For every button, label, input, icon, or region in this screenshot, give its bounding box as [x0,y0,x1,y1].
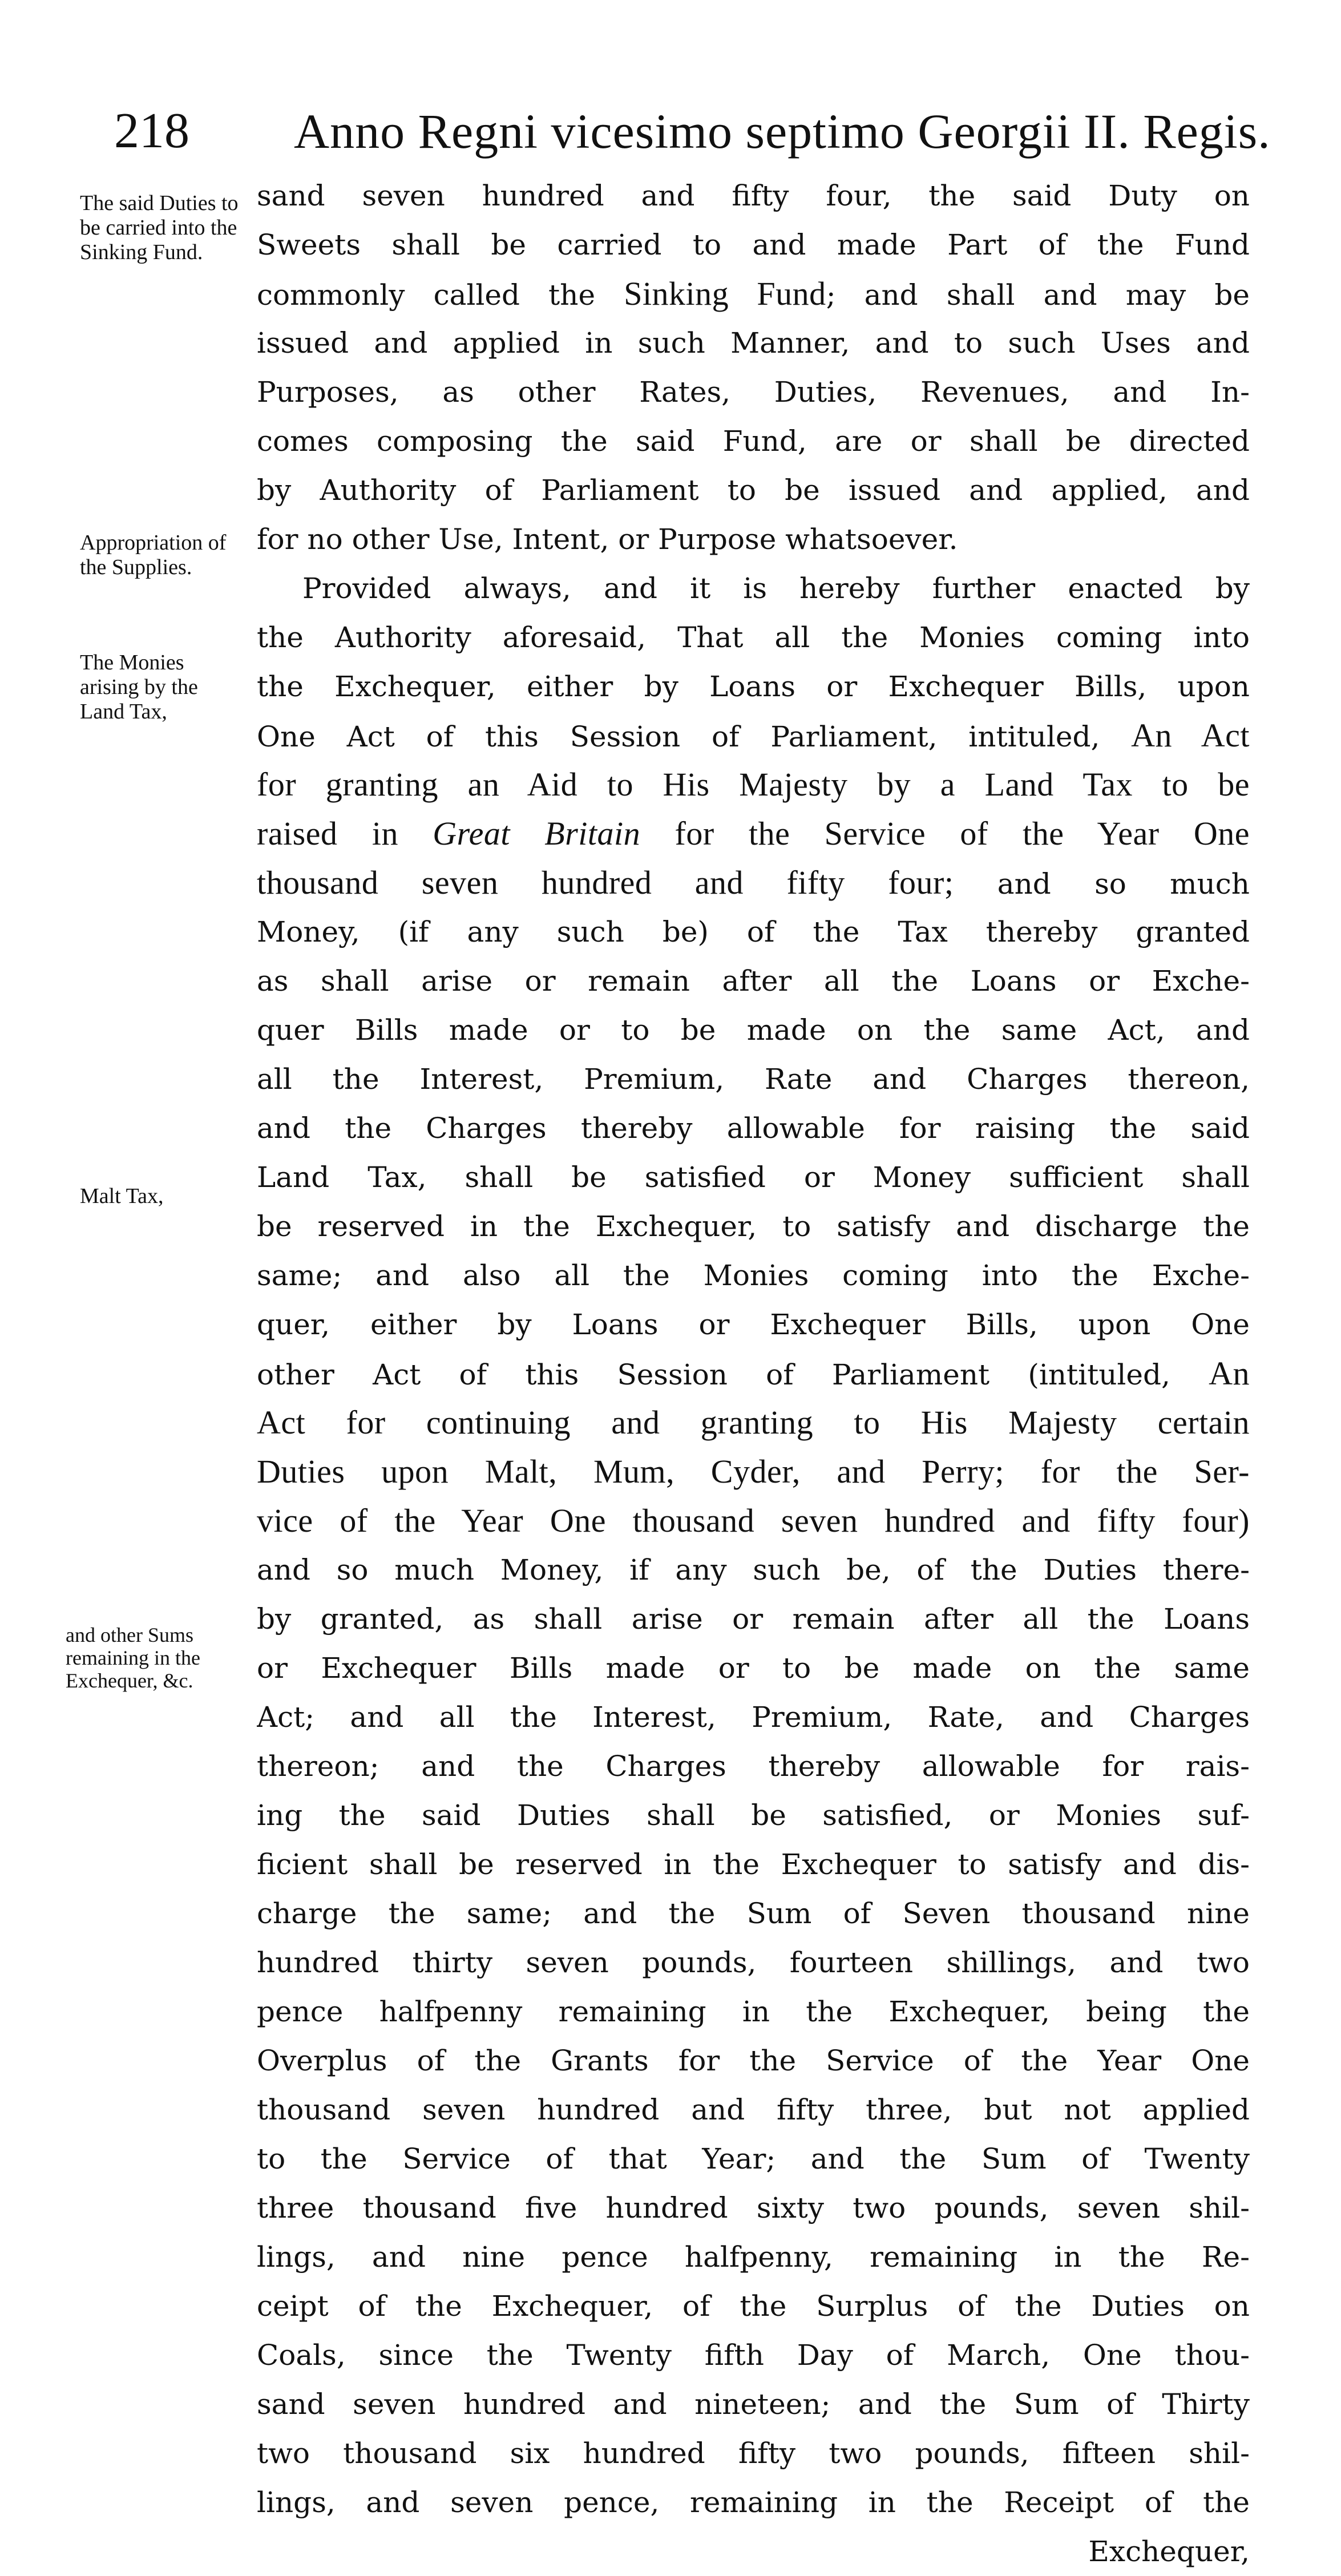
page-number: 218 [114,103,189,159]
text-line: by granted, as shall arise or remain after all the Loans [257,1602,1250,1636]
text-line: ing the said Duties shall be satisfied, or Monies suf- [257,1799,1250,1832]
text-line: comes composing the said Fund, are or shall be directed [257,425,1250,458]
margin-note-other-sums: and other Sums remaining in the Exchequer, &c. [66,1624,200,1692]
text-line: Coals, since the Twenty fifth Day of March, One thou- [257,2339,1250,2372]
text-line: Money, (if any such be) of the Tax thereby granted [257,915,1250,948]
text-line: lings, and seven pence, remaining in the Receipt of the [257,2486,1250,2519]
margin-note-appropriation: Appropriation of the Supplies. [80,531,227,579]
text-line: for granting an Aid to His Majesty by a Land Tax to be [257,766,1250,803]
text-line: and so much Money, if any such be, of the Duties there- [257,1553,1250,1586]
text-line: One Act of this Session of Parliament, intituled, An Act [257,717,1250,754]
text-line: thousand seven hundred and fifty three, but not applied [257,2093,1250,2126]
text-line: Provided always, and it is hereby further enacted by [302,572,1250,605]
text-line: Purposes, as other Rates, Duties, Revenues, and In- [257,376,1250,409]
text-line: as shall arise or remain after all the Loans or Exche- [257,964,1250,998]
text-line: sand seven hundred and fifty four, the said Duty on [257,179,1250,212]
text-line: pence halfpenny remaining in the Exchequer, being the [257,1995,1250,2028]
text-line: quer, either by Loans or Exchequer Bills, upon One [257,1308,1250,1341]
text-line: by Authority of Parliament to be issued and applied, and [257,474,1250,507]
running-head: Anno Regni vicesimo septimo Georgii II. Regis. [294,104,1271,159]
margin-note-land-tax: The Monies arising by the Land Tax, [80,651,198,724]
text-line: ficient shall be reserved in the Exchequer to satisfy and dis- [257,1848,1250,1881]
text-line: all the Interest, Premium, Rate and Charges thereon, [257,1063,1250,1096]
margin-note-malt-tax: Malt Tax, [80,1184,164,1208]
text-line: Overplus of the Grants for the Service of the Year One [257,2044,1250,2077]
text-line: Act; and all the Interest, Premium, Rate, and Charges [257,1701,1250,1734]
body-text [257,171,1250,2576]
text-line: to the Service of that Year; and the Sum of Twenty [257,2142,1250,2175]
text-line: for no other Use, Intent, or Purpose whatsoever. [257,523,958,556]
text-line: two thousand six hundred fifty two pounds, fifteen shil- [257,2437,1250,2470]
text-line: thereon; and the Charges thereby allowable for rais- [257,1750,1250,1783]
text-line: Duties upon Malt, Mum, Cyder, and Perry; for the Ser- [257,1453,1250,1490]
text-line: Sweets shall be carried to and made Part of the Fund [257,228,1250,261]
text-line: hundred thirty seven pounds, fourteen shillings, and two [257,1946,1250,1979]
text-line: three thousand five hundred sixty two pounds, seven shil- [257,2191,1250,2224]
text-line: vice of the Year One thousand seven hundred and fifty four) [257,1502,1250,1539]
text-line: Act for continuing and granting to His Majesty certain [257,1404,1250,1441]
margin-note-sinking-fund: The said Duties to be carried into the Sinking Fund. [80,191,239,264]
text-line: thousand seven hundred and fifty four; and so much [257,864,1250,901]
page-header [114,91,1271,171]
text-line: lings, and nine pence halfpenny, remaining in the Re- [257,2240,1250,2274]
text-line: be reserved in the Exchequer, to satisfy and discharge the [257,1210,1250,1243]
text-line: Land Tax, shall be satisfied or Money sufficient shall [257,1161,1250,1194]
text-line: sand seven hundred and nineteen; and the Sum of Thirty [257,2388,1250,2421]
text-line: raised in Great Britain for the Service of the Year One [257,815,1250,852]
text-line: other Act of this Session of Parliament (intituled, An [257,1355,1250,1392]
text-line: commonly called the Sinking Fund; and shall and may be [257,275,1250,312]
text-line: issued and applied in such Manner, and to such Uses and [257,326,1250,360]
text-line: charge the same; and the Sum of Seven thousand nine [257,1897,1250,1930]
text-line: and the Charges thereby allowable for raising the said [257,1112,1250,1145]
text-line: the Authority aforesaid, That all the Monies coming into [257,621,1250,654]
text-line: or Exchequer Bills made or to be made on the same [257,1652,1250,1685]
text-line: the Exchequer, either by Loans or Exchequer Bills, upon [257,670,1250,703]
text-line: same; and also all the Monies coming into the Exche- [257,1259,1250,1292]
text-line: ceipt of the Exchequer, of the Surplus of the Duties on [257,2290,1250,2323]
catchword: Exchequer, [1088,2535,1250,2568]
text-line: quer Bills made or to be made on the same Act, and [257,1014,1250,1047]
